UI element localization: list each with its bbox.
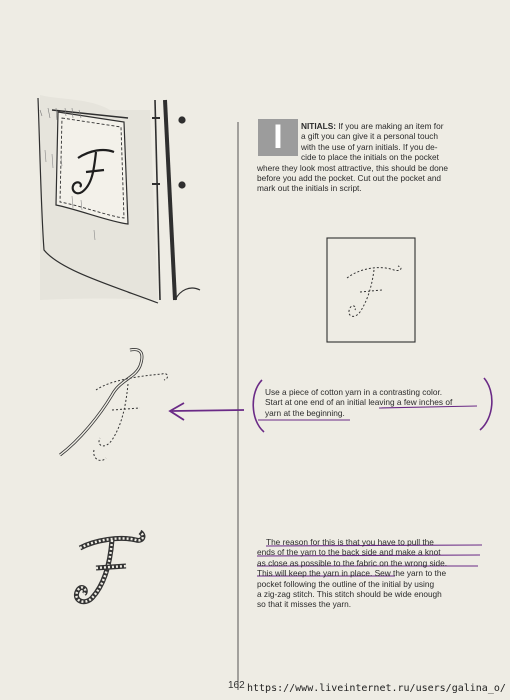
annotation-arrow bbox=[170, 403, 244, 420]
paragraph-line: Start at one end of an initial leaving a few inches of bbox=[265, 397, 453, 408]
source-watermark[interactable]: https://www.liveinternet.ru/users/galina_o/ bbox=[247, 683, 506, 694]
paragraph-line: This will keep the yarn in place. Sew the yarn to the bbox=[257, 568, 447, 579]
intro-line: before you add the pocket. Cut out the pocket and bbox=[257, 173, 442, 184]
paragraph-line: ends of the yarn to the back side and make a knot bbox=[257, 547, 441, 558]
paragraph-line: yarn at the beginning. bbox=[265, 407, 345, 418]
page-number: 162 bbox=[228, 680, 245, 691]
paragraph-line: pocket following the outline of the initial by using bbox=[257, 578, 435, 589]
intro-line: cide to place the initials on the pocket bbox=[301, 152, 439, 163]
paragraph-line: as close as possible to the fabric on the wrong side. bbox=[257, 557, 448, 568]
stitch-paragraph bbox=[257, 537, 485, 610]
intro-paragraph bbox=[257, 118, 485, 194]
yarn-paragraph bbox=[265, 387, 480, 418]
intro-line: mark out the initials in script. bbox=[257, 183, 362, 194]
pocket-garment-illustration bbox=[38, 95, 200, 303]
intro-line: with the use of yarn initials. If you de- bbox=[301, 141, 438, 152]
intro-line: a gift you can give it a personal touch bbox=[301, 131, 438, 142]
yarn-start-illustration bbox=[60, 350, 168, 461]
initial-sketch-box bbox=[327, 238, 415, 342]
paragraph-line: The reason for this is that you have to pull the bbox=[266, 537, 434, 547]
intro-line: If you are making an item for bbox=[338, 121, 444, 131]
annotation-bracket-left bbox=[253, 380, 264, 432]
drop-cap-letter: I bbox=[273, 118, 283, 156]
annotation-bracket-right bbox=[480, 378, 492, 430]
paragraph-line: Use a piece of cotton yarn in a contrasting color. bbox=[265, 387, 443, 397]
paragraph-line: a zig-zag stitch. This stitch should be wide enough bbox=[257, 589, 442, 600]
paragraph-line: so that it misses the yarn. bbox=[257, 599, 352, 610]
finished-initial-illustration bbox=[76, 532, 143, 602]
intro-line: where they look most attractive, this should be done bbox=[257, 162, 448, 173]
intro-lead: NITIALS: bbox=[301, 121, 337, 131]
